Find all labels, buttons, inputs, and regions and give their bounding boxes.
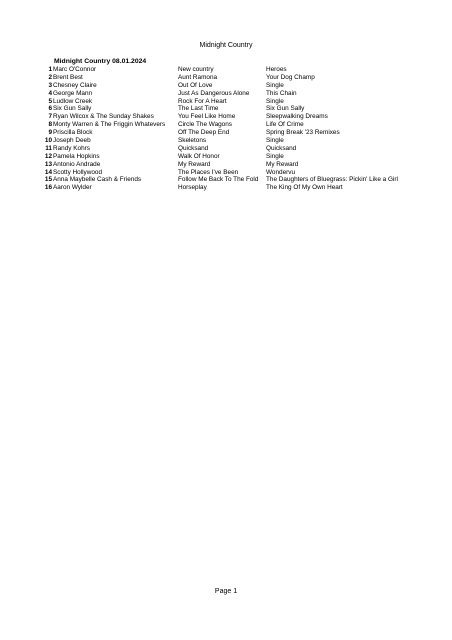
track-row bbox=[30, 121, 430, 129]
track-song: My Reward bbox=[178, 160, 211, 168]
track-artist: Scotty Hollywood bbox=[53, 168, 103, 176]
track-row bbox=[30, 176, 430, 184]
playlist-title: Midnight Country 08.01.2024 bbox=[54, 58, 147, 65]
track-song: Skeletons bbox=[178, 137, 207, 145]
track-song: Out Of Love bbox=[178, 81, 213, 89]
track-song: Aunt Ramona bbox=[178, 73, 218, 81]
track-album: Single bbox=[266, 152, 284, 160]
track-number: 15 bbox=[44, 176, 52, 184]
track-song: Quicksand bbox=[178, 144, 209, 152]
track-artist: Randy Kohrs bbox=[53, 144, 90, 152]
track-song: Horseplay bbox=[178, 184, 207, 192]
track-list bbox=[30, 66, 430, 192]
track-number: 4 bbox=[48, 89, 52, 97]
track-artist: Ludlow Creek bbox=[53, 97, 93, 105]
track-number: 11 bbox=[45, 144, 52, 152]
track-row bbox=[30, 105, 430, 113]
track-album: My Reward bbox=[266, 160, 299, 168]
track-album: Spring Break '23 Remixes bbox=[266, 129, 340, 137]
track-row bbox=[30, 129, 430, 137]
track-number: 12 bbox=[44, 152, 52, 160]
track-row bbox=[30, 113, 430, 121]
track-song: Rock For A Heart bbox=[178, 97, 227, 105]
page-number: Page 1 bbox=[214, 588, 238, 595]
track-artist: Anna Maybelle Cash & Friends bbox=[53, 176, 142, 184]
track-song: New country bbox=[178, 66, 214, 73]
track-number: 3 bbox=[48, 81, 52, 89]
track-song: Off The Deep End bbox=[178, 129, 230, 137]
track-row bbox=[30, 98, 430, 106]
track-row bbox=[30, 153, 430, 161]
track-number: 13 bbox=[44, 160, 52, 168]
track-number: 1 bbox=[48, 66, 52, 73]
page-header: Midnight Country bbox=[199, 42, 253, 49]
track-number: 6 bbox=[48, 105, 52, 113]
track-number: 7 bbox=[48, 113, 52, 121]
track-album: Your Dog Champ bbox=[266, 73, 315, 81]
track-number: 14 bbox=[44, 168, 52, 176]
track-album: The Daughters of Bluegrass: Pickin' Like a Girl bbox=[266, 176, 398, 184]
track-artist: Aaron Wylder bbox=[53, 184, 92, 192]
track-row bbox=[30, 90, 430, 98]
track-number: 2 bbox=[48, 73, 52, 81]
track-album: Single bbox=[266, 81, 284, 89]
track-number: 10 bbox=[44, 137, 52, 145]
track-row bbox=[30, 66, 430, 74]
track-album: Single bbox=[266, 137, 284, 145]
track-artist: Joseph Deeb bbox=[53, 137, 91, 145]
track-album: The King Of My Own Heart bbox=[266, 184, 343, 192]
track-row bbox=[30, 74, 430, 82]
track-song: The Last Time bbox=[178, 105, 219, 113]
track-number: 16 bbox=[44, 184, 52, 192]
track-artist: Ryan Wilcox & The Sunday Shakes bbox=[53, 113, 154, 121]
track-artist: Priscilla Block bbox=[53, 129, 93, 137]
track-song: The Places I've Been bbox=[178, 168, 239, 176]
track-artist: Chesney Claire bbox=[53, 81, 97, 89]
track-album: Six Gun Sally bbox=[266, 105, 305, 113]
track-album: Life Of Crime bbox=[266, 121, 304, 129]
track-album: Wondervu bbox=[266, 168, 296, 176]
track-artist: Brent Best bbox=[53, 73, 83, 81]
track-number: 5 bbox=[48, 97, 52, 105]
track-song: Follow Me Back To The Fold bbox=[178, 176, 259, 184]
track-song: Walk Of Honor bbox=[178, 152, 220, 160]
track-row bbox=[30, 169, 430, 177]
track-album: Sleepwalking Dreams bbox=[266, 113, 328, 121]
track-album: Heroes bbox=[266, 66, 287, 73]
track-row bbox=[30, 184, 430, 192]
track-artist: Pamela Hopkins bbox=[53, 152, 100, 160]
track-row bbox=[30, 145, 430, 153]
track-number: 8 bbox=[48, 121, 52, 129]
track-song: Circle The Wagons bbox=[178, 121, 232, 129]
track-artist: Antonio Andrade bbox=[53, 160, 101, 168]
track-row bbox=[30, 137, 430, 145]
track-row bbox=[30, 161, 430, 169]
track-artist: Six Gun Sally bbox=[53, 105, 92, 113]
track-artist: Monty Warren & The Friggin Whatevers bbox=[53, 121, 166, 129]
track-album: Quicksand bbox=[266, 144, 297, 152]
track-song: Just As Dangerous Alone bbox=[178, 89, 250, 97]
track-song: You Feel Like Home bbox=[178, 113, 236, 121]
track-artist: George Mann bbox=[53, 89, 93, 97]
track-row bbox=[30, 82, 430, 90]
track-album: Single bbox=[266, 97, 284, 105]
track-album: This Chain bbox=[266, 89, 297, 97]
track-artist: Marc O'Connor bbox=[53, 66, 97, 73]
track-number: 9 bbox=[48, 129, 52, 137]
